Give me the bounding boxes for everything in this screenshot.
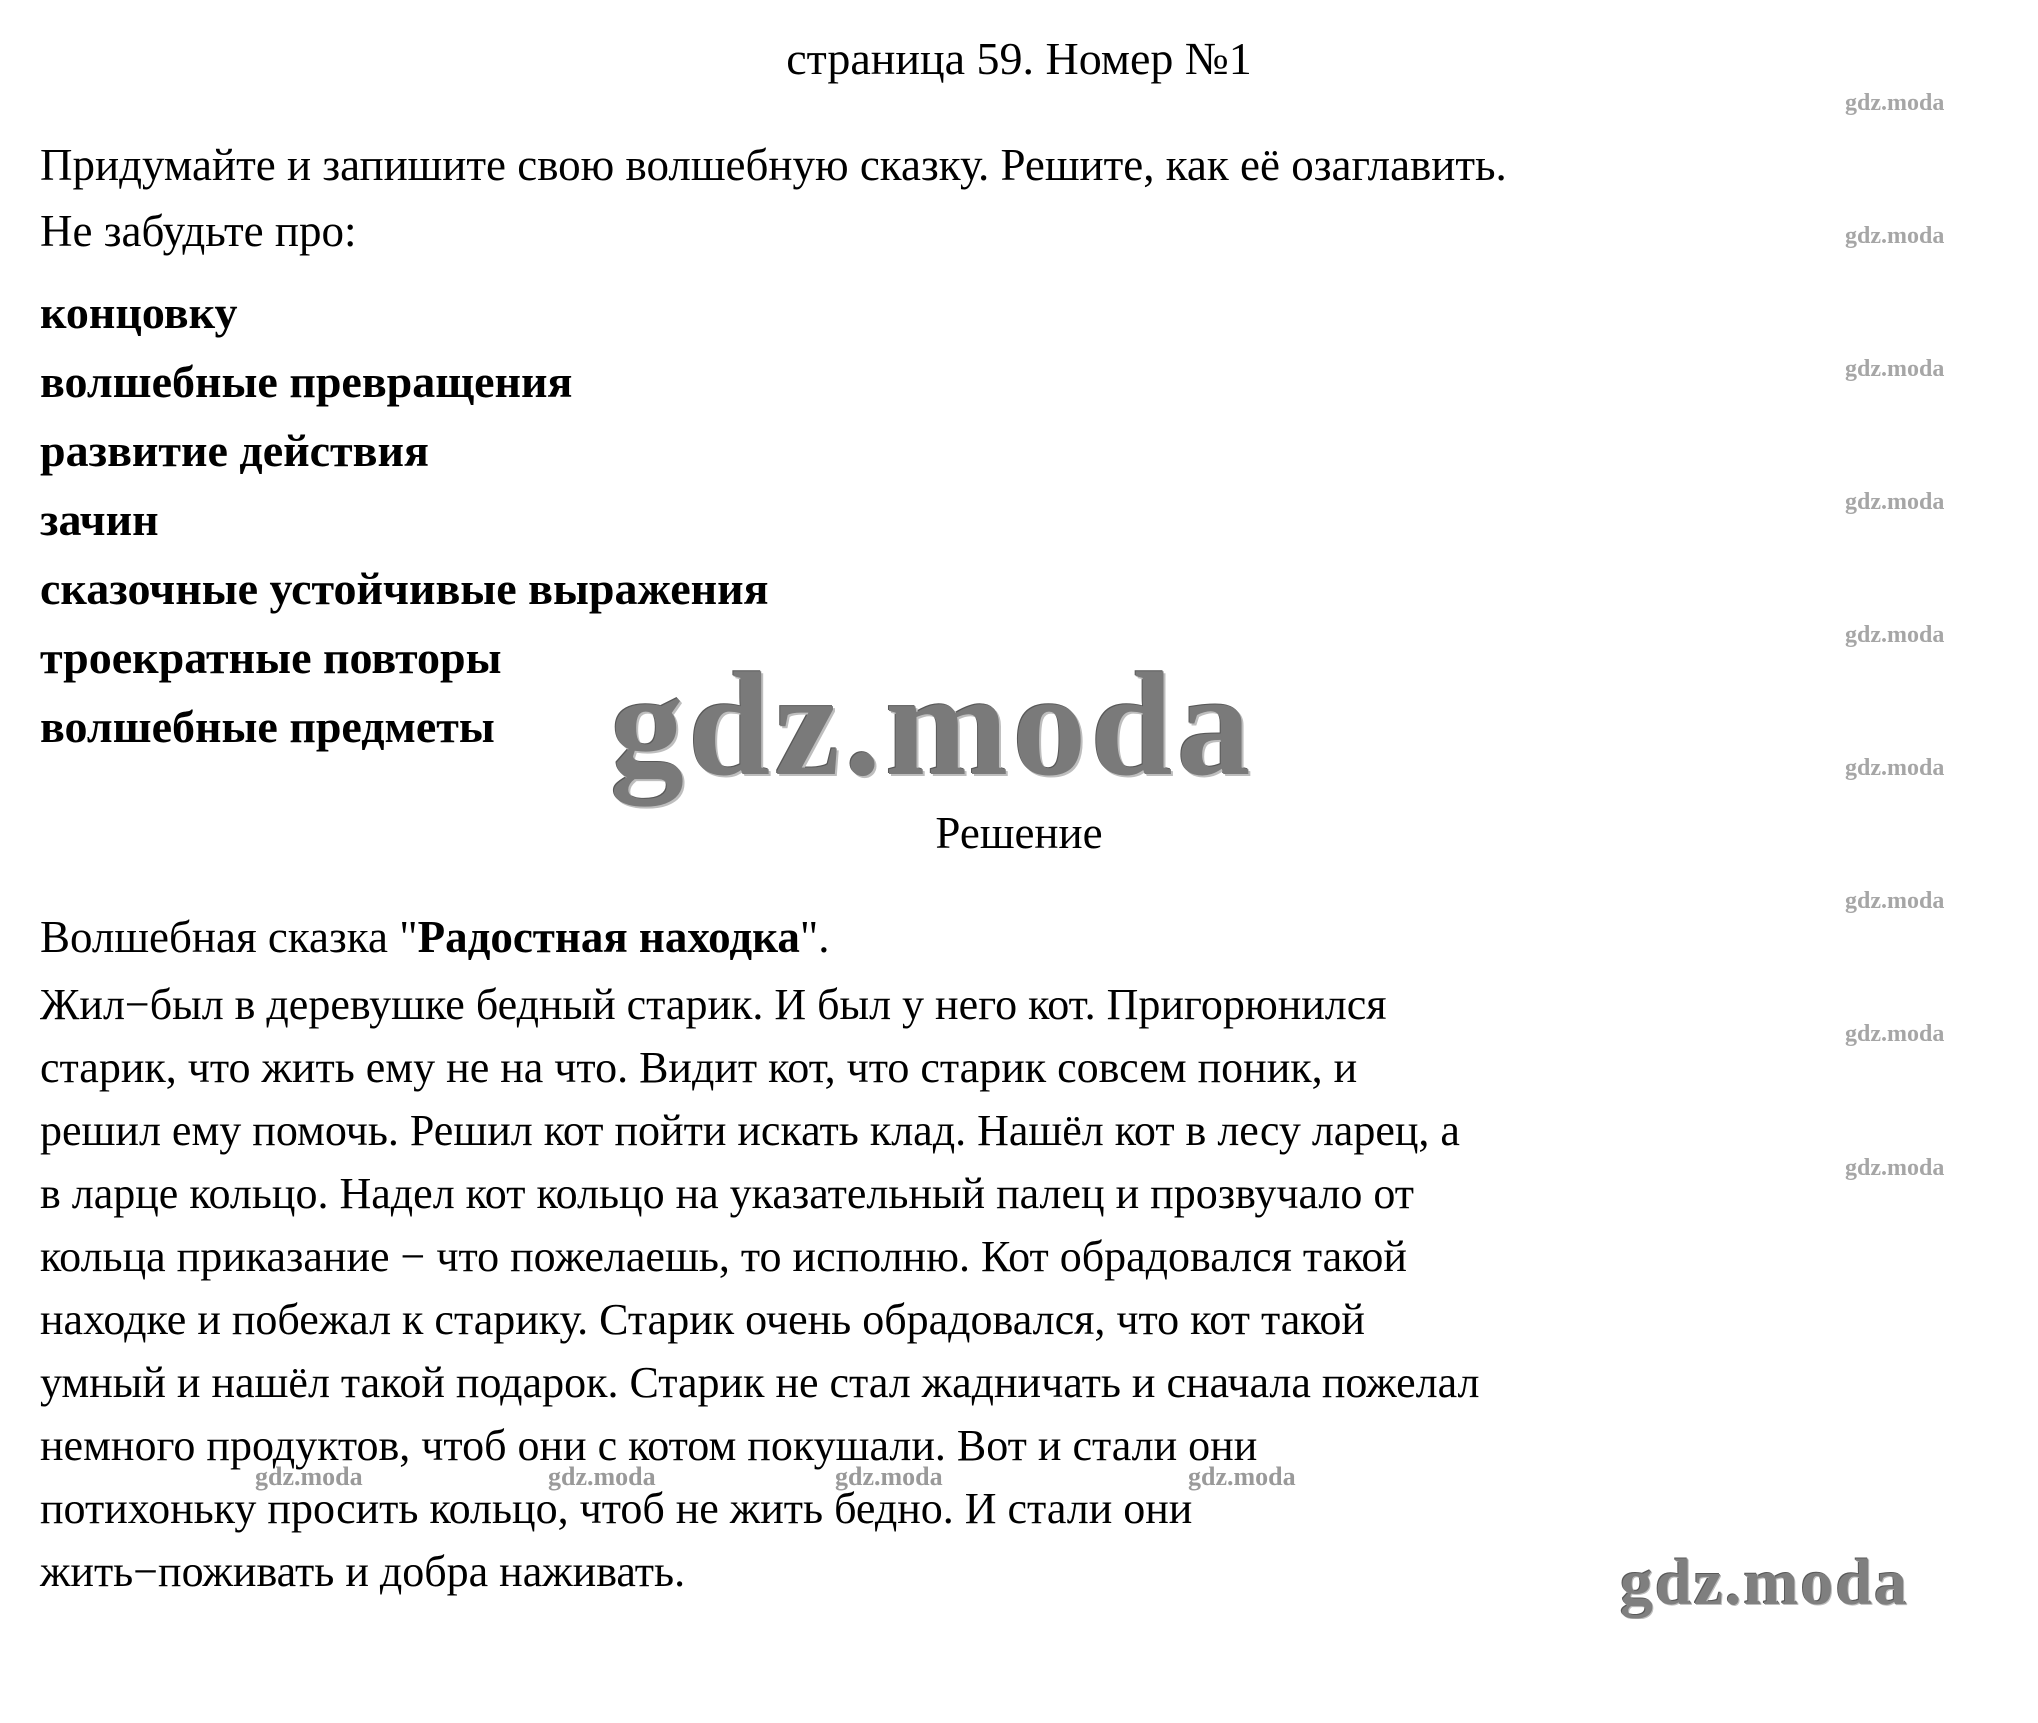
watermark-gdz-moda: gdz.moda xyxy=(255,1462,363,1491)
story-line: кольца приказание − что пожелаешь, то исполню. Кот обрадовался такой xyxy=(40,1232,1407,1281)
answer-prefix: Волшебная сказка " xyxy=(40,912,418,962)
watermark-gdz-moda: gdz.moda xyxy=(1845,1155,1945,1181)
watermark-gdz-moda: gdz.moda xyxy=(1845,489,1945,515)
watermark-gdz-moda: gdz.moda xyxy=(1845,356,1945,382)
task-item: троекратные повторы xyxy=(40,632,502,683)
watermark-gdz-moda: gdz.moda xyxy=(548,1462,656,1491)
story-line: потихоньку просить кольцо, чтоб не жить бедно. И стали они xyxy=(40,1484,1193,1533)
story-line: находке и побежал к старику. Старик очень обрадовался, что кот такой xyxy=(40,1295,1365,1344)
watermark-gdz-moda: gdz.moda xyxy=(1845,622,1945,648)
story-line: в ларце кольцо. Надел кот кольцо на указательный палец и прозвучало от xyxy=(40,1169,1414,1218)
task-items-list xyxy=(40,278,1998,761)
task-item: зачин xyxy=(40,494,159,545)
story-line: жить−поживать и добра наживать. xyxy=(40,1547,686,1596)
watermark-gdz-moda: gdz.moda xyxy=(1845,755,1945,781)
watermark-gdz-moda: gdz.moda xyxy=(835,1462,943,1491)
watermark-gdz-moda: gdz.moda xyxy=(1188,1462,1296,1491)
story-line: старик, что жить ему не на что. Видит кот, что старик совсем поник, и xyxy=(40,1043,1358,1092)
answer-suffix: ". xyxy=(799,912,830,962)
solution-heading: Решение xyxy=(935,808,1103,858)
watermark-gdz-moda: gdz.moda xyxy=(1845,90,1945,116)
story-line: решил ему помочь. Решил кот пойти искать клад. Нашёл кот в лесу ларец, а xyxy=(40,1106,1460,1155)
watermark-gdz-moda: gdz.moda xyxy=(1845,888,1945,914)
watermark-gdz-moda-large: gdz.moda xyxy=(610,643,1255,807)
task-item: волшебные предметы xyxy=(40,701,495,752)
task-item: сказочные устойчивые выражения xyxy=(40,563,769,614)
task-text-line: Придумайте и запишите свою волшебную сказку. Решите, как её озаглавить. xyxy=(40,140,1507,190)
story-line: Жил−был в деревушке бедный старик. И был у него кот. Пригорюнился xyxy=(40,980,1387,1029)
task-item: концовку xyxy=(40,287,238,338)
answer-title: Радостная находка xyxy=(417,912,800,962)
watermark-gdz-moda: gdz.moda xyxy=(1845,223,1945,249)
task-item: развитие действия xyxy=(40,425,429,476)
task-text xyxy=(40,132,1640,264)
task-item: волшебные превращения xyxy=(40,356,573,407)
answer-line xyxy=(40,907,1998,967)
watermark-gdz-moda-bottom: gdz.moda xyxy=(1620,1546,1910,1619)
task-text-line: Не забудьте про: xyxy=(40,206,357,256)
story-line: умный и нашёл такой подарок. Старик не стал жадничать и сначала пожелал xyxy=(40,1358,1480,1407)
watermark-gdz-moda: gdz.moda xyxy=(1845,1021,1945,1047)
story-line: немного продуктов, чтоб они с котом покушали. Вот и стали они xyxy=(40,1421,1258,1470)
page-title: страница 59. Номер №1 xyxy=(786,33,1252,84)
story-text xyxy=(40,973,1998,1603)
